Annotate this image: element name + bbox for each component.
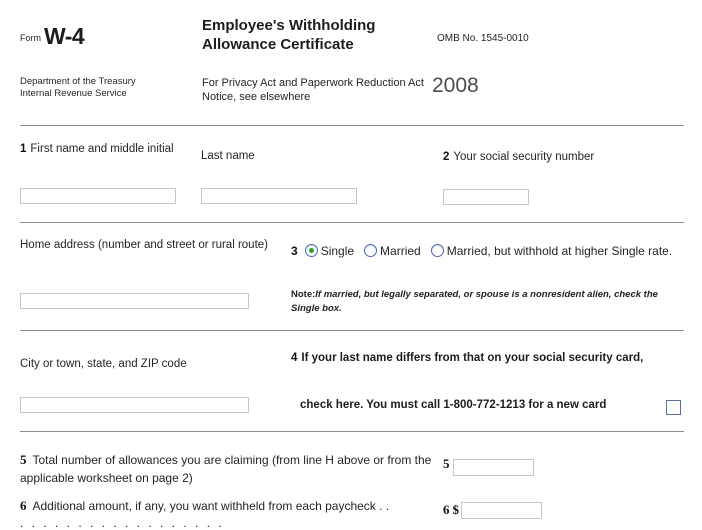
line-3-number: 3: [291, 244, 298, 258]
marital-note: [291, 288, 683, 316]
last-name-label: Last name: [201, 150, 255, 162]
line-4-number: 4: [291, 352, 298, 364]
additional-amount-input[interactable]: [461, 502, 542, 519]
line-5-number: 5: [20, 452, 27, 467]
privacy-notice: For Privacy Act and Paperwork Reduction Act Notice, see elsewhere: [202, 77, 424, 103]
line-6-text: 6 Additional amount, if any, you want withheld from each paycheck . .: [20, 498, 390, 513]
line-1-number: 1: [20, 143, 27, 155]
ssn-input[interactable]: [443, 189, 529, 205]
note-prefix: Note:: [291, 289, 316, 300]
line-5-text: 5 Total number of allowances you are claiming (from line H above or from the applicable worksheet on page 2): [20, 452, 432, 485]
radio-selected-dot: [309, 248, 314, 253]
line-4-check-here-text: check here. You must call 1-800-772-1213 for a new card: [300, 399, 607, 411]
omb-number: OMB No. 1545-0010: [437, 33, 529, 44]
radio-married-higher-rate-label: Married, but withhold at higher Single rate.: [446, 244, 673, 258]
divider: [20, 431, 684, 432]
allowances-input[interactable]: [453, 459, 534, 476]
line-2-number: 2: [443, 151, 450, 163]
radio-married-label: Married: [380, 244, 421, 258]
name-differs-checkbox[interactable]: [666, 400, 681, 415]
note-text: If married, but legally separated, or spouse is a nonresident alien, check the Single box.: [291, 289, 658, 314]
home-address-input[interactable]: [20, 293, 249, 309]
marital-status-row: [291, 243, 686, 259]
form-number: W-4: [44, 23, 85, 49]
line-6-number: 6: [20, 498, 27, 513]
radio-married-higher-rate[interactable]: [431, 244, 444, 257]
city-input[interactable]: [20, 397, 249, 413]
radio-single[interactable]: [305, 244, 318, 257]
last-name-input[interactable]: [201, 188, 357, 204]
line-6-dot-leader: . . . . . . . . . . . . . . . . . .: [20, 516, 225, 530]
agency-line-1: Department of the Treasury: [20, 76, 136, 87]
form-word-label: Form: [20, 33, 41, 43]
divider: [20, 222, 684, 223]
agency-line-2: Internal Revenue Service: [20, 88, 127, 99]
form-year: 2008: [432, 74, 479, 97]
radio-single-label: Single: [320, 244, 355, 258]
ssn-label: 2 Your social security number: [443, 151, 595, 163]
form-title: Employee's Withholding Allowance Certificate: [202, 17, 376, 53]
line-5-item-number: 5: [443, 456, 450, 471]
line-4-text: 4 If your last name differs from that on your social security card,: [291, 352, 644, 364]
divider: [20, 330, 684, 331]
city-label: City or town, state, and ZIP code: [20, 358, 187, 370]
line-6-item-number: 6 $: [443, 502, 459, 517]
first-name-label: 1 First name and middle initial: [20, 143, 174, 155]
home-address-label: Home address (number and street or rural route): [20, 239, 268, 251]
divider: [20, 125, 684, 126]
first-name-input[interactable]: [20, 188, 176, 204]
radio-married[interactable]: [364, 244, 377, 257]
dollar-sign: $: [452, 502, 459, 517]
